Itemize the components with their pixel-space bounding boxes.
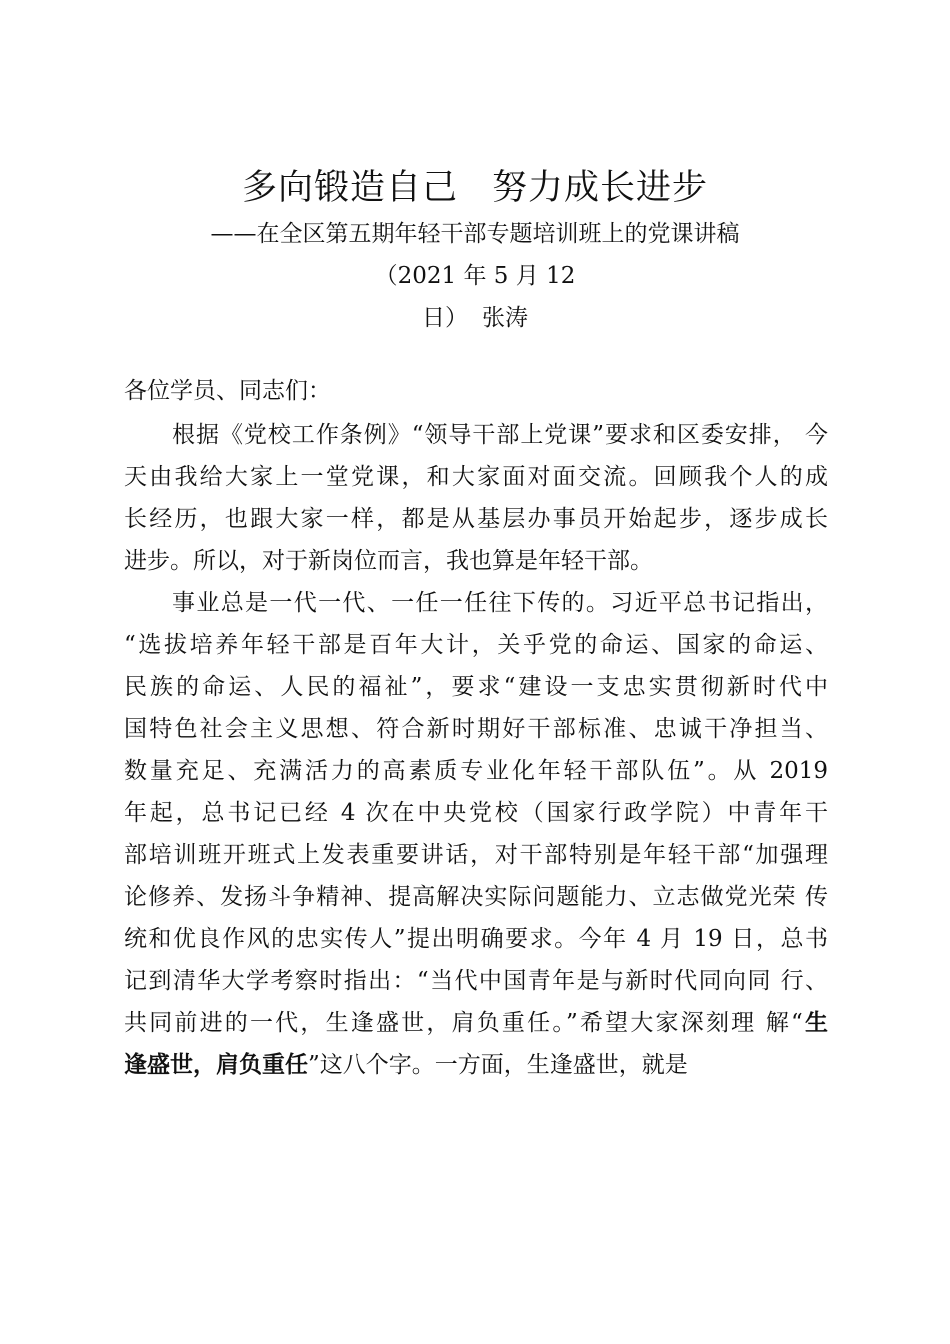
document-subtitle: ——在全区第五期年轻干部专题培训班上的党课讲稿	[210, 221, 740, 247]
salutation: 各位学员、同志们：	[124, 378, 331, 404]
p2-line-9: 统和优良作风的忠实传人”提出明确要求。今年 4 月 19 日，总书	[124, 926, 828, 952]
p2-line-12-rest: ”这八个字。一方面，生逢盛世，就是	[308, 1052, 688, 1078]
date-end: 日）	[422, 305, 468, 331]
p2-line-6: 年起，总书记已经 4 次在中央党校（国家行政学院）中青年干	[124, 800, 828, 826]
p1-line-3: 长经历，也跟大家一样，都是从基层办事员开始起步，逐步成长	[124, 506, 828, 532]
p2-line-4: 国特色社会主义思想、符合新时期好干部标准、忠诚干净担当、	[124, 716, 828, 742]
p2-line-11-text: 共同前进的一代，生逢盛世，肩负重任。”希望大家深刻理 解“	[124, 1010, 803, 1036]
p2-line-11	[124, 1003, 828, 1043]
dateline-1: （2021 年 5 月 12	[374, 263, 576, 289]
p2-line-12	[124, 1045, 688, 1085]
p2-line-7: 部培训班开班式上发表重要讲话，对干部特别是年轻干部“加强理	[124, 842, 828, 868]
p2-line-10: 记到清华大学考察时指出：“当代中国青年是与新时代同向同 行、	[124, 968, 828, 994]
p2-line-1: 事业总是一代一代、一任一任往下传的。习近平总书记指出，	[172, 590, 828, 616]
title-part-1: 多向锻造自己	[241, 168, 458, 208]
document-title	[0, 164, 950, 212]
p2-line-11-bold: 生	[802, 1010, 829, 1036]
p1-line-1: 根据《党校工作条例》“领导干部上党课”要求和区委安排， 今	[172, 422, 828, 448]
p1-line-2: 天由我给大家上一堂党课，和大家面对面交流。回顾我个人的成	[124, 464, 828, 490]
p2-line-8: 论修养、发扬斗争精神、提高解决实际问题能力、立志做党光荣 传	[124, 884, 828, 910]
emphasis-phrase: 逢盛世，肩负重任	[124, 1052, 308, 1078]
p2-line-5: 数量充足、充满活力的高素质专业化年轻干部队伍”。从 2019	[124, 758, 828, 784]
p1-line-4: 进步。所以，对于新岗位而言，我也算是年轻干部。	[124, 548, 653, 574]
dateline-2	[0, 300, 950, 336]
p2-line-3: 民族的命运、人民的福祉”，要求“建设一支忠实贯彻新时代中	[124, 674, 828, 700]
title-part-2: 努力成长进步	[492, 168, 709, 208]
author-name: 张涛	[482, 305, 528, 331]
p2-line-2: “选拔培养年轻干部是百年大计，关乎党的命运、国家的命运、	[124, 632, 828, 658]
